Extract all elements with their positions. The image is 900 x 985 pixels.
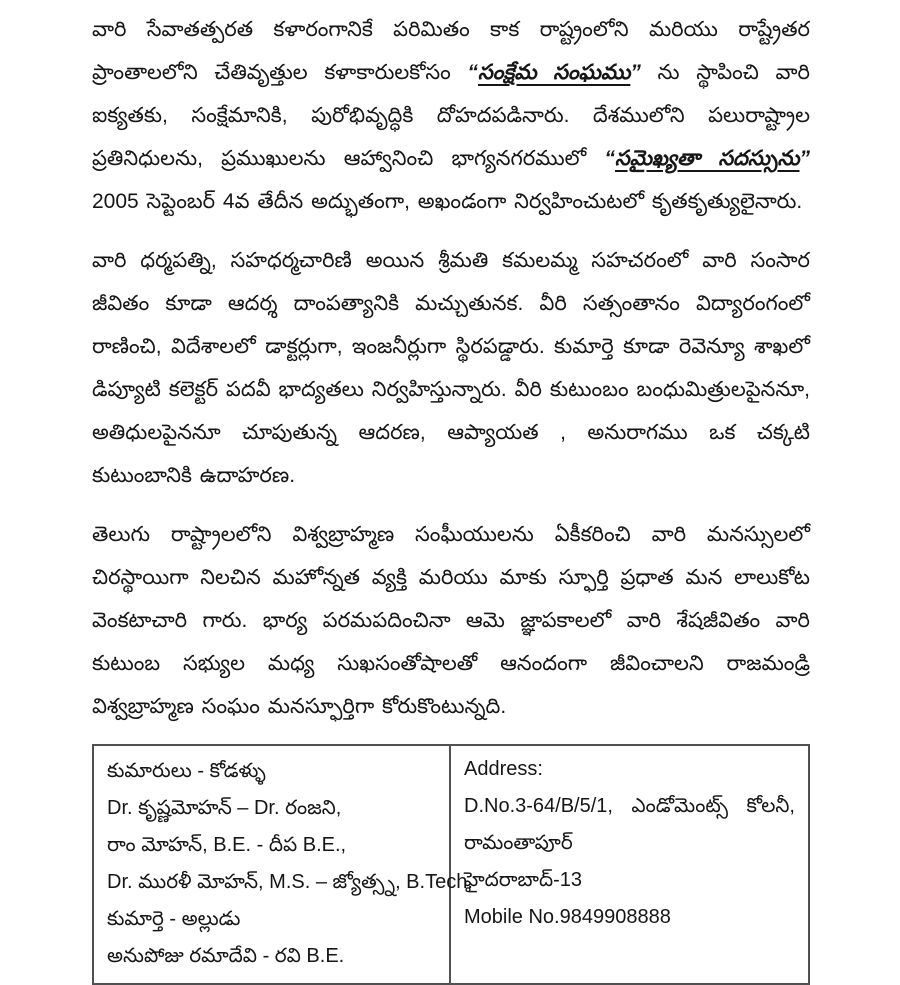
- address-colony-word-1: ఎండోమెంట్స్: [631, 795, 729, 817]
- close-quote-2: ”: [799, 147, 810, 170]
- paragraph-family-life: వారి ధర్మపత్ని, సహధర్మచారిణి అయిన శ్రీమతి కమలమ్మ సహచరంలో వారి సంసార జీవితం కూడా ఆదర్శ దాంపత్యానికి మచ్చుతునక. వీరి సత్సంతానం విద్యారంగంలో రాణించి, విదేశాలలో డాక్టర్లుగా, ఇంజనీర్లుగా స్థిరపడ్డారు. కుమార్తె కూడా రెవెన్యూ శాఖలో డిప్యూటి కలెక్టర్ పదవీ భాద్యతలు నిర్వహిస్తున్నారు. వీరి కుటుంబం బంధుమిత్రులపైననూ, అతిధులపైననూ చూపుతున్న ఆదరణ, ఆప్యాయత , అనురాగము ఒక చక్కటి కుటుంబానికి ఉదాహరణ.: [92, 249, 810, 487]
- family-line-ramadevi: అనుపోజు రమాదేవి - రవి B.E.: [107, 945, 345, 967]
- family-line-muralimohan: Dr. మురళీ మోహన్, M.S. – జ్యోత్స్న, B.Tech.: [107, 871, 473, 893]
- paragraph-service: [92, 8, 810, 223]
- close-quote-1: ”: [630, 61, 641, 84]
- open-quote-1: “: [467, 61, 478, 84]
- daughter-son-in-law-heading: కుమార్తె - అల్లుడు: [107, 908, 241, 930]
- address-door-number: D.No.3-64/B/5/1,: [464, 795, 613, 817]
- family-members-cell: [94, 746, 473, 983]
- unity-conference-phrase: సమైఖ్యతా సదస్సును: [614, 147, 800, 170]
- family-address-table: [92, 744, 810, 985]
- family-line-rammohan: రాం మోహన్, B.E. - దీప B.E.,: [107, 834, 347, 856]
- paragraph-1-text-b: ను స్థాపించి వారి ఐక్యతకు, సంక్షేమానికి, పురోభివృద్ధికి దోహదపడినారు. దేశములోని పలురాష్ట్రాల ప్రతినిధులను, ప్రముఖులను ఆహ్వానించి భాగ్యనగరములో: [92, 61, 810, 170]
- mobile-number: Mobile No.9849908888: [464, 906, 671, 928]
- sons-daughters-in-law-heading: కుమారులు - కోడళ్ళు: [107, 760, 266, 782]
- paragraph-1-text-c: 2005 సెప్టెంబర్ 4వ తేదీన అద్భుతంగా, అఖండంగా నిర్వహించుటలో కృతకృత్యులైనారు.: [92, 190, 803, 213]
- address-colony-word-2: కోలనీ,: [746, 795, 795, 817]
- address-label: Address:: [464, 758, 543, 780]
- open-quote-2: “: [604, 147, 615, 170]
- address-line-door-number: [464, 788, 795, 825]
- address-line-city: హైదరాబాద్-13: [464, 869, 582, 891]
- address-cell: [451, 746, 808, 983]
- paragraph-1-text-a: వారి సేవాతత్పరత కళారంగానికే పరిమితం కాక రాష్ట్రంలోని మరియు రాష్ట్రేతర ప్రాంతాలలోని చేతివృత్తుల కళాకారులకోసం: [92, 18, 810, 84]
- welfare-association-phrase: సంక్షేమ సంఘము: [478, 61, 631, 84]
- family-line-krishnamohan: Dr. కృష్ణమోహన్ – Dr. రంజని,: [107, 797, 342, 819]
- paragraph-tribute: తెలుగు రాష్ట్రాలలోని విశ్వబ్రాహ్మణ సంఘీయులను ఏకీకరించి వారి మనస్సులలో చిరస్థాయిగా నిలచిన మహోన్నత వ్యక్తి మరియు మాకు స్ఫూర్తి ప్రధాత మన లాలుకోట వెంకటాచారి గారు. భార్య పరమపదించినా ఆమె జ్ఞాపకాలలో వారి శేషజీవితం వారి కుటుంబ సభ్యుల మధ్య సుఖసంతోషాలతో ఆనందంగా జీవించాలని రాజమండ్రి విశ్వబ్రాహ్మణ సంఘం మనస్ఫూర్తిగా కోరుకొంటున్నది.: [92, 523, 810, 718]
- document-body: [92, 8, 810, 985]
- address-line-area: రామంతాపూర్: [464, 832, 573, 854]
